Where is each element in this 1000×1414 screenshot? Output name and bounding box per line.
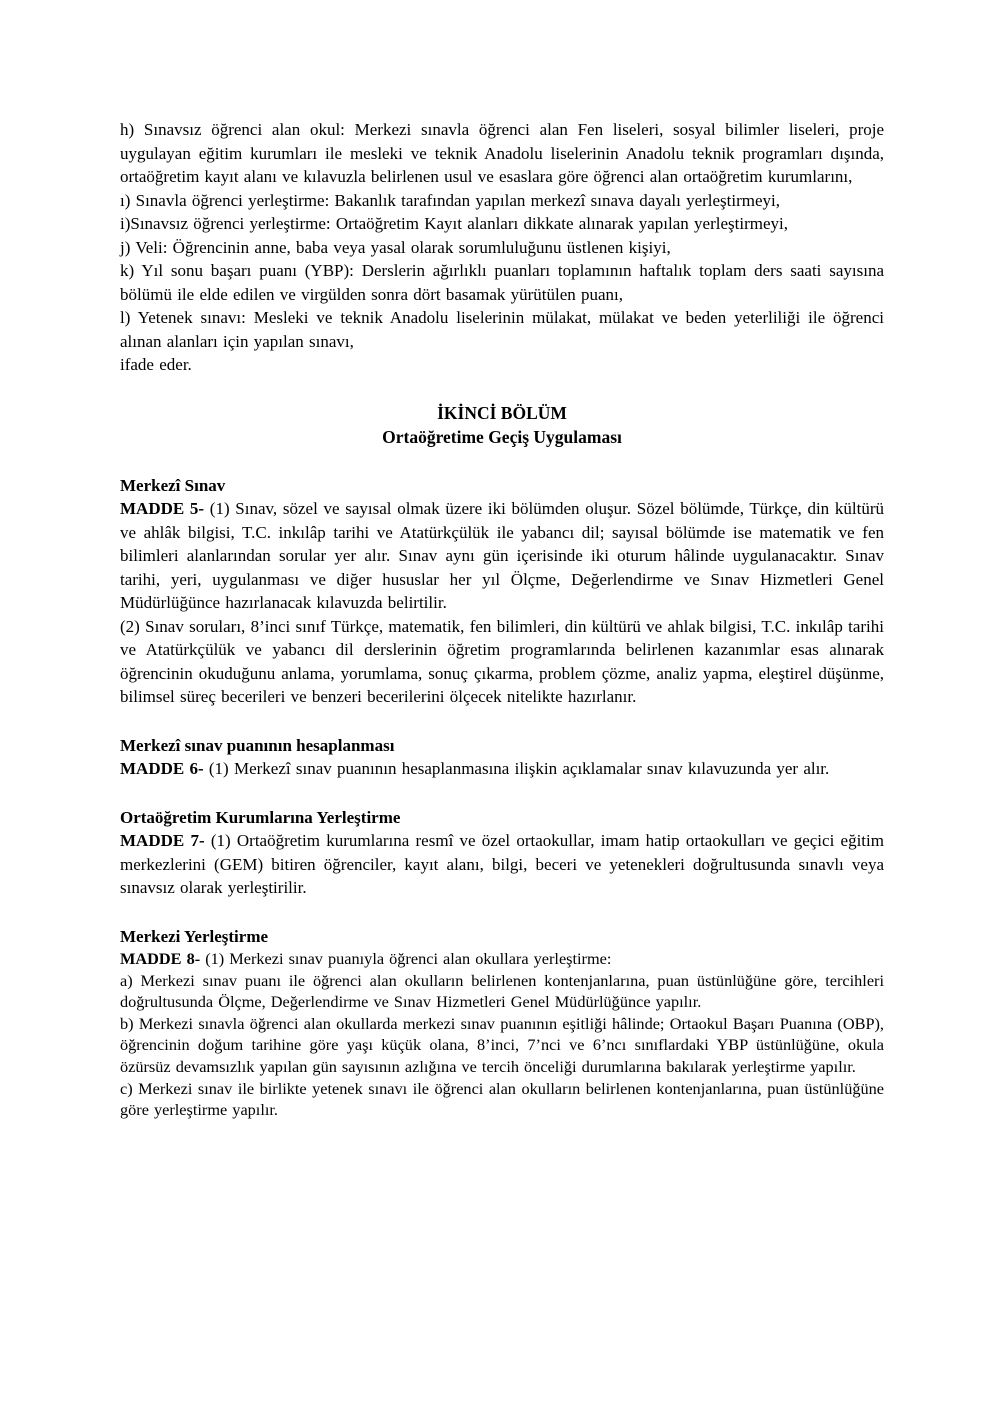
section-merkezi-yerlestirme [120, 925, 884, 1121]
definition-item-l: l) Yetenek sınavı: Mesleki ve teknik Anadolu liselerinin mülakat, mülakat ve beden yeterliliği ile öğrenci alınan alanları için yapılan sınavı, [120, 308, 884, 351]
chapter-title: İKİNCİ BÖLÜM [437, 402, 567, 423]
madde-5-label: MADDE 5- [120, 499, 205, 518]
madde-8-paragraph [120, 948, 884, 970]
madde-6-paragraph [120, 757, 884, 781]
madde-7-label: MADDE 7- [120, 831, 205, 850]
chapter-heading [120, 401, 884, 449]
section-heading: Merkezî Sınav [120, 475, 226, 495]
madde-8-item-a: a) Merkezi sınav puanı ile öğrenci alan okulların belirlenen kontenjanlarına, puan üstünlüğüne göre, tercihleri doğrultusunda Ölçme, Değerlendirme ve Sınav Hizmetleri Genel Müdürlüğünce yapılır. [120, 970, 884, 1012]
section-heading: Merkezî sınav puanının hesaplanması [120, 735, 395, 755]
chapter-subtitle: Ortaöğretime Geçiş Uygulaması [382, 426, 622, 447]
definition-item-j: j) Veli: Öğrencinin anne, baba veya yasal olarak sorumluluğunu üstlenen kişiyi, [120, 237, 671, 257]
definition-item-dotless-i: ı) Sınavla öğrenci yerleştirme: Bakanlık tarafından yapılan merkezî sınava dayalı yerleştirmeyi, [120, 190, 781, 210]
definition-item-k: k) Yıl sonu başarı puanı (YBP): Derslerin ağırlıklı puanları toplamının haftalık toplam ders saati sayısına bölümü ile elde edilen ve virgülden sonra dört basamak yürütülen puanı, [120, 261, 884, 304]
section-merkezi-sinav [120, 474, 884, 709]
madde-6-label: MADDE 6- [120, 759, 204, 778]
madde-6-text: (1) Merkezî sınav puanının hesaplanmasına ilişkin açıklamalar sınav kılavuzunda yer alır. [203, 759, 830, 778]
madde-7-paragraph [120, 829, 884, 900]
section-kurumlara-yerlestirme [120, 806, 884, 900]
section-puan-hesaplanmasi [120, 734, 884, 781]
madde-5-clause-2: (2) Sınav soruları, 8’inci sınıf Türkçe, matematik, fen bilimleri, din kültürü ve ahlak bilgisi, T.C. inkılâp tarihi ve Atatürkçülük ve yabancı dil derslerinin öğretim programlarında belirlenen kazanımlar esas alınarak öğrencinin okuduğunu anlama, yorumlama, sonuç çıkarma, problem çözme, analiz yapma, eleştirel düşünme, bilimsel süreç becerileri ve benzeri becerilerini ölçecek nitelikte hazırlanır. [120, 616, 884, 706]
madde-7-text: (1) Ortaöğretim kurumlarına resmî ve özel ortaokullar, imam hatip ortaokulları ve geçici eğitim merkezlerini (GEM) bitiren öğrenciler, kayıt alanı, bilgi, beceri ve yetenekleri doğrultusunda sınavlı veya sınavsız olarak yerleştirilir. [120, 831, 884, 897]
section-heading: Ortaöğretim Kurumlarına Yerleştirme [120, 807, 401, 827]
definition-item-h: h) Sınavsız öğrenci alan okul: Merkezi sınavla öğrenci alan Fen liseleri, sosyal bilimler liseleri, proje uygulayan eğitim kurumları ile mesleki ve teknik Anadolu liselerinin Anadolu teknik programları dışında, ortaöğretim kayıt alanı ve kılavuzla belirlenen usul ve esaslara göre öğrenci alan ortaöğretim kurumlarını, [120, 120, 884, 186]
closing-statement: ifade eder. [120, 355, 192, 374]
definition-item-i: i)Sınavsız öğrenci yerleştirme: Ortaöğretim Kayıt alanları dikkate alınarak yapılan yerleştirmeyi, [120, 214, 788, 233]
madde-8-item-c: c) Merkezi sınav ile birlikte yetenek sınavı ile öğrenci alan okulların belirlenen kontenjanlarına, puan üstünlüğüne göre yerleştirme yapılır. [120, 1078, 884, 1120]
madde-8-item-b: b) Merkezi sınavla öğrenci alan okullarda merkezi sınav puanının eşitliği hâlinde; Ortaokul Başarı Puanına (OBP), öğrencinin doğum tarihine göre yaşı küçük olana, 8’inci, 7’nci ve 6’ncı sınıflardaki YBP üstünlüğüne, okula özürsüz devamsızlık yapılan gün sayısının azlığına ve tercih önceliği durumlarına bakılarak yerleştirme yapılır. [120, 1013, 884, 1076]
madde-5-text: (1) Sınav, sözel ve sayısal olmak üzere iki bölümden oluşur. Sözel bölümde, Türkçe, din kültürü ve ahlâk bilgisi, T.C. inkılâp tarihi ve Atatürkçülük ile yabancı dil; sayısal bölümde ise matematik ve fen bilimleri alanlarından sorular yer alır. Sınav aynı gün içerisinde iki oturum hâlinde uygulanacaktır. Sınav tarihi, yeri, uygulanması ve diğer hususlar her yıl Ölçme, Değerlendirme ve Sınav Hizmetleri Genel Müdürlüğünce hazırlanacak kılavuzda belirtilir. [120, 499, 884, 612]
section-heading: Merkezi Yerleştirme [120, 926, 269, 946]
madde-8-label: MADDE 8- [120, 949, 201, 968]
madde-5-paragraph [120, 497, 884, 615]
madde-8-text: (1) Merkezi sınav puanıyla öğrenci alan okullara yerleştirme: [200, 949, 612, 968]
